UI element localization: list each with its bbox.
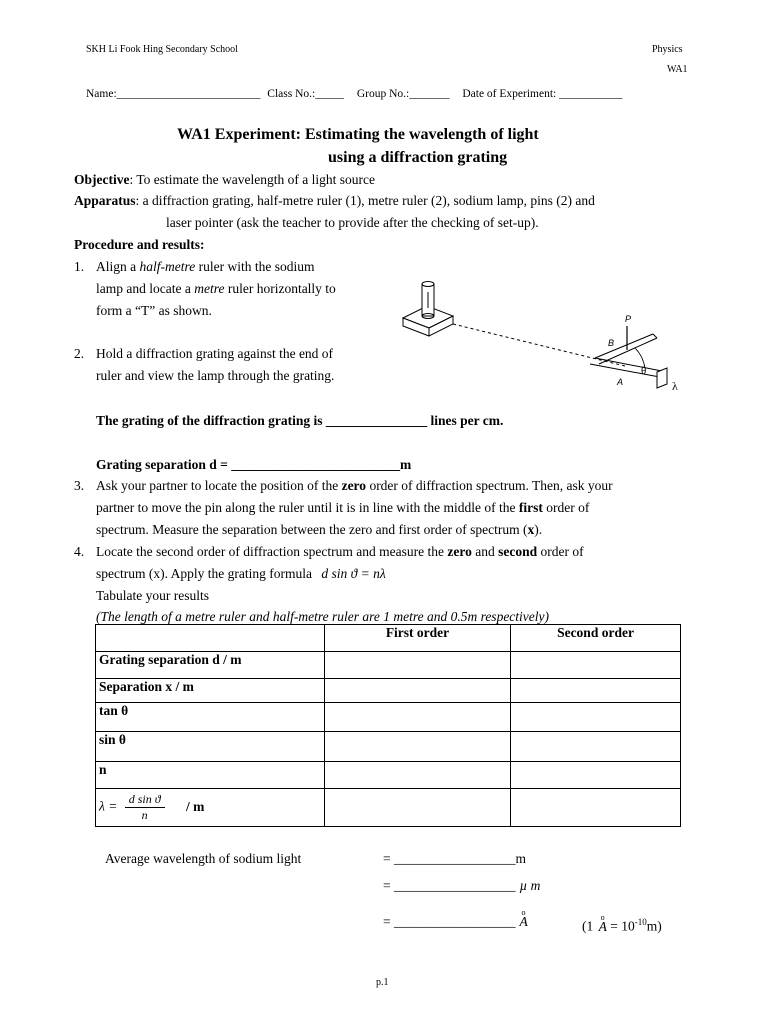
table-row [96, 789, 681, 827]
group-no-field: Group No.:_______ [356, 88, 450, 100]
header-first-order: First order [325, 625, 511, 652]
date-field: Date of Experiment: ___________ [462, 88, 623, 100]
step-2-line-1: 2. Hold a diffraction grating against the end of [74, 346, 334, 361]
tabulate-heading: Tabulate your results [96, 588, 210, 603]
line-of-sight [453, 324, 625, 366]
cell-first-order[interactable] [325, 679, 511, 703]
header-second-order: Second order [511, 625, 681, 652]
table-header-row [96, 625, 681, 652]
cell-first-order[interactable] [325, 732, 511, 762]
apparatus-text-1: : a diffraction grating, half-metre ruler (1), metre ruler (2), sodium lamp, pins (2) and [135, 193, 595, 208]
step-1-line-2: lamp and locate a metre ruler horizontally to [96, 281, 336, 296]
row-label-sin-theta: sin θ [96, 732, 325, 762]
table-row [96, 703, 681, 732]
step-3-line-2: partner to move the pin along the ruler until it is in line with the middle of the first order of [96, 500, 590, 515]
average-wavelength-label: Average wavelength of sodium light [105, 851, 302, 866]
average-wavelength-m: = __________________m [383, 851, 526, 866]
objective-text: : To estimate the wavelength of a light source [129, 172, 375, 187]
row-label-n: n [96, 762, 325, 789]
setup-diagram [395, 278, 695, 403]
angstrom-note: (1 o $A = 10^{-10}m$) [582, 913, 662, 936]
table-row [96, 679, 681, 703]
apparatus-label: Apparatus [74, 193, 136, 208]
label-a: A [617, 377, 624, 387]
average-wavelength-um: = __________________ µ m [383, 878, 541, 893]
step-4-number: 4. [74, 544, 85, 559]
cell-first-order[interactable] [325, 652, 511, 679]
label-lambda: λ [672, 379, 678, 393]
cell-second-order[interactable] [511, 762, 681, 789]
cell-first-order[interactable] [325, 703, 511, 732]
step-2-number: 2. [74, 346, 85, 361]
subject-name: Physics [652, 44, 683, 55]
grating-formula: d sin ϑ = nλ [321, 566, 386, 581]
cell-first-order[interactable] [325, 762, 511, 789]
metre-ruler [595, 334, 653, 358]
grating-lines-per-cm: The grating of the diffraction grating is _______________ lines per cm. [96, 413, 504, 428]
row-label-lambda: λ = $\frac{\text{d sin ϑ}}{n}$ / m [96, 789, 325, 827]
table-row [96, 652, 681, 679]
step-2-line-2: ruler and view the lamp through the grating. [96, 368, 335, 383]
lambda-fraction: $\frac{\text{d sin ϑ}}{n}$ [125, 792, 165, 823]
header-blank [96, 625, 325, 652]
procedure-heading: Procedure and results: [74, 237, 205, 252]
student-info-line [86, 88, 622, 100]
step-1-line-1: 1. Align a half-metre ruler with the sodium [74, 259, 315, 274]
title-line-2: using a diffraction grating [328, 149, 508, 166]
cell-second-order[interactable] [511, 789, 681, 827]
apparatus [74, 192, 595, 210]
step-4-line-2: spectrum (x). Apply the grating formula d sin ϑ = nλ [96, 566, 386, 581]
table-row [96, 762, 681, 789]
row-label-tan-theta: tan θ [96, 703, 325, 732]
diffraction-grating-icon [657, 368, 667, 388]
cell-second-order[interactable] [511, 679, 681, 703]
label-theta: θ [641, 365, 647, 377]
objective [74, 171, 375, 189]
row-label-grating-separation: Grating separation d / m [96, 652, 325, 679]
step-3-line-1: 3. Ask your partner to locate the position of the zero order of diffraction spectrum. Then, ask your [74, 478, 613, 493]
page-number: p.1 [376, 977, 389, 988]
row-label-separation-x: Separation x / m [96, 679, 325, 703]
average-wavelength-angstrom: = __________________o A [383, 913, 528, 931]
objective-label: Objective [74, 172, 130, 187]
school-name: SKH Li Fook Hing Secondary School [86, 44, 238, 55]
step-1-line-3: form a “T” as shown. [96, 303, 212, 318]
step-3-number: 3. [74, 478, 85, 493]
results-table [95, 624, 681, 827]
name-field: Name:_________________________ [86, 88, 261, 100]
step-4-line-1: 4. Locate the second order of diffraction spectrum and measure the zero and second order of [74, 544, 584, 559]
cell-second-order[interactable] [511, 703, 681, 732]
ruler-length-note: (The length of a metre ruler and half-metre ruler are 1 metre and 0.5m respectively) [96, 609, 550, 624]
cell-second-order[interactable] [511, 652, 681, 679]
cell-second-order[interactable] [511, 732, 681, 762]
worksheet-code: WA1 [667, 64, 688, 75]
label-b: B [608, 338, 615, 348]
title-line-1: WA1 Experiment: Estimating the wavelength of light [177, 126, 539, 143]
cell-first-order[interactable] [325, 789, 511, 827]
class-no-field: Class No.:_____ [267, 88, 344, 100]
apparatus-text-2: laser pointer (ask the teacher to provide after the checking of set-up). [166, 215, 539, 230]
grating-separation-line: Grating separation d = _________________________m [96, 457, 412, 472]
label-p: P [625, 314, 632, 324]
step-3-line-3: spectrum. Measure the separation between the zero and first order of spectrum (x). [96, 522, 543, 537]
table-row [96, 732, 681, 762]
step-1-number: 1. [74, 259, 85, 274]
